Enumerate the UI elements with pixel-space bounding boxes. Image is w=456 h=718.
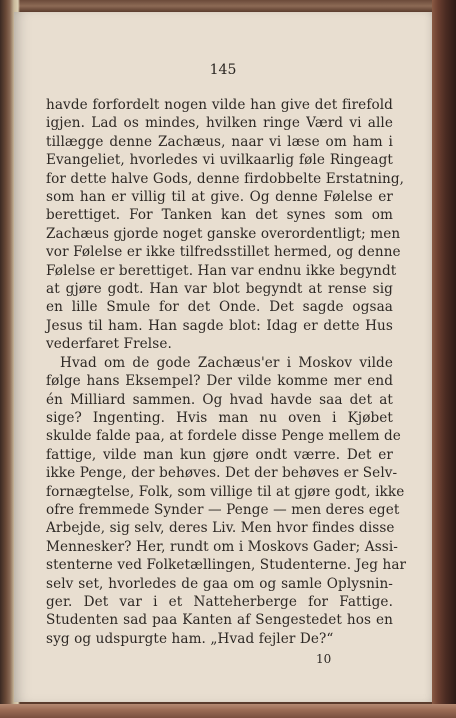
book-edge-right [432, 0, 456, 718]
text-line: berettiget. For Tanken kan det synes som om [46, 207, 393, 224]
paragraph-2 [46, 354, 407, 649]
book-page [14, 12, 432, 702]
text-line: selv set, hvorledes de gaa om og samle Oplysnin- [46, 575, 393, 592]
text-line: Følelse er berettiget. Han var endnu ikke begyndt [46, 262, 397, 279]
text-line: ofre fremmede Synder — Penge — men deres eget [46, 501, 400, 518]
text-line: at gjøre godt. Han var blot begyndt at rense sig [46, 281, 393, 298]
text-line: Arbejde, sig selv, deres Liv. Men hvor findes disse [46, 520, 395, 537]
paragraph-1 [46, 96, 405, 354]
text-line: tillægge denne Zachæus, naar vi læse om ham i [46, 133, 393, 150]
text-line: skulde falde paa, at fordele disse Penge mellem de [46, 428, 401, 445]
text-line: ger. Det var i et Natteherberge for Fattige. [46, 593, 393, 610]
body-text [46, 96, 407, 648]
text-line: sige? Ingenting. Hvis man nu oven i Kjøbet [46, 409, 393, 426]
text-line: fornægtelse, Folk, som villige til at gjøre godt, ikke [46, 483, 405, 500]
text-line: syg og udspurgte ham. „Hvad fejler De?“ [46, 630, 334, 647]
text-line: fattige, vilde man kun gjøre ondt værre. Det er [46, 446, 393, 463]
text-line: ikke Penge, der behøves. Det der behøves er Selv- [46, 465, 398, 482]
text-line: Zachæus gjorde noget ganske overordentligt; men [46, 225, 401, 242]
text-line: Studenten sad paa Kanten af Sengestedet hos en [46, 612, 393, 629]
text-line: havde forfordelt nogen vilde han give det firefold [46, 97, 393, 113]
text-line: vederfaret Frelse. [46, 336, 172, 353]
signature-mark: 10 [316, 652, 332, 666]
text-line: stenterne ved Folketællingen, Studenterne. Jeg har [46, 557, 407, 574]
text-line: én Milliard sammen. Og hvad havde saa det at [46, 391, 393, 408]
text-line: igjen. Lad os mindes, hvilken ringe Værd vi alle [46, 115, 393, 132]
text-line: følge hans Eksempel? Der vilde komme mer end [46, 373, 393, 390]
book-edge-bottom [0, 704, 456, 718]
text-line: for dette halve Gods, denne firdobbelte Erstatning, [46, 170, 405, 187]
text-line: Evangeliet, hvorledes vi uvilkaarlig føle Ringeagt [46, 152, 393, 169]
text-line: en lille Smule for det Onde. Det sagde ogsaa [46, 299, 393, 316]
text-line: Jesus til ham. Han sagde blot: Idag er dette Hus [46, 317, 393, 334]
text-line: Mennesker? Her, rundt om i Moskovs Gader; Assi- [46, 538, 398, 555]
text-line: som han er villig til at give. Og denne Følelse er [46, 189, 393, 206]
text-line: vor Følelse er ikke tilfredsstillet hermed, og denne [46, 244, 401, 261]
text-line: Hvad om de gode Zachæus'er i Moskov vilde [60, 354, 393, 371]
page-number: 145 [209, 62, 237, 78]
